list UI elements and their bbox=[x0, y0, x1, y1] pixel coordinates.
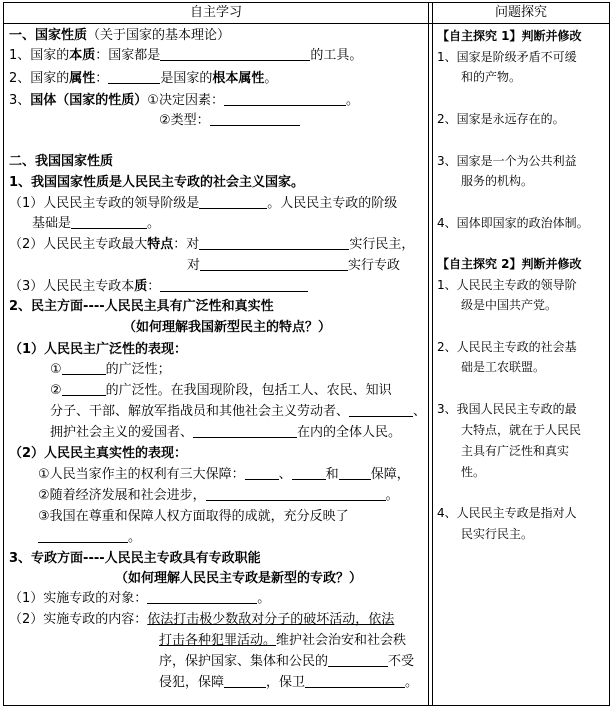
line-dictatorship-content-4: 侵犯，保障 ，保卫 。 bbox=[159, 675, 419, 690]
line-breadth-title: （1）人民民主广泛性的表现： bbox=[9, 342, 188, 357]
column-divider bbox=[428, 3, 429, 705]
answer-blank[interactable] bbox=[160, 47, 310, 61]
inquiry-2-title: 【自主探究 2】判断并修改 bbox=[437, 257, 582, 271]
line-biggest-feature: （2）人民民主专政最大特点：对 实行民主， bbox=[9, 237, 415, 252]
inquiry-2-item: 性。 bbox=[461, 465, 486, 479]
answer-blank[interactable] bbox=[193, 424, 297, 438]
header-inquiry: 问题探究 bbox=[494, 5, 547, 20]
line-dictatorship-content-3: 序，保护国家、集体和公民的 不受 bbox=[159, 654, 415, 669]
answer-blank[interactable] bbox=[210, 112, 300, 126]
inquiry-1-item: 2、国家是永远存在的。 bbox=[437, 112, 565, 126]
line-democracy-question: （如何理解我国新型民主的特点？） bbox=[123, 320, 332, 335]
inquiry-1-title: 【自主探究 1】判断并修改 bbox=[437, 29, 582, 43]
header-self-study: 自主学习 bbox=[189, 5, 242, 20]
line-attribute: 2、国家的属性： 是国家的根本属性。 bbox=[9, 71, 278, 86]
line-authenticity-1: ①人民当家作主的权利有三大保障： 、 和 保障， bbox=[38, 467, 410, 482]
line-essence-pdd: （3）人民民主专政本质： bbox=[9, 278, 308, 295]
answer-blank[interactable] bbox=[224, 92, 346, 106]
line-class-basis: 基础是 。 bbox=[32, 216, 161, 231]
answer-blank[interactable] bbox=[245, 466, 279, 480]
answer-blank[interactable] bbox=[292, 466, 326, 480]
inquiry-1-item: 3、国家是一个为公共利益 bbox=[437, 154, 577, 168]
line-authenticity-3: ③我国在尊重和保障人权方面取得的成就，充分反映了 bbox=[38, 509, 349, 524]
line-dictatorship-question: （如何理解人民民主专政是新型的专政？） bbox=[115, 571, 363, 586]
line-dictatorship-content: （2）实施专政的内容：依法打击极少数敌对分子的破坏活动，依法 bbox=[9, 612, 395, 627]
answer-blank[interactable] bbox=[349, 403, 413, 417]
answer-blank[interactable] bbox=[339, 466, 371, 480]
column-divider-inner bbox=[432, 3, 433, 705]
inquiry-1-item: 和的产物。 bbox=[461, 70, 522, 84]
answer-blank[interactable] bbox=[160, 278, 308, 292]
answer-blank[interactable] bbox=[328, 653, 388, 667]
inquiry-2-item: 主具有广泛性和真实 bbox=[461, 444, 570, 458]
line-national-nature: 1、我国国家性质是人民民主专政的社会主义国家。 bbox=[9, 175, 305, 190]
inquiry-2-item: 础是工农联盟。 bbox=[461, 360, 546, 374]
inquiry-2-item: 2、人民民主专政的社会基 bbox=[437, 340, 577, 354]
answer-blank[interactable] bbox=[108, 70, 160, 84]
inquiry-2-item: 级是中国共产党。 bbox=[461, 298, 558, 312]
line-types: ②类型： bbox=[159, 112, 300, 129]
answer-blank[interactable] bbox=[147, 590, 257, 604]
line-essence: 1、国家的本质：国家都是 的工具。 bbox=[9, 48, 363, 63]
line-breadth-1: ① 的广泛性； bbox=[50, 362, 171, 377]
section-2-title: 二、我国国家性质 bbox=[9, 154, 114, 169]
inquiry-2-item: 4、人民民主专政是指对人 bbox=[437, 506, 577, 520]
inquiry-2-item: 大特点，就在于人民民 bbox=[461, 423, 582, 437]
answer-blank[interactable] bbox=[38, 529, 128, 543]
answer-blank[interactable] bbox=[62, 382, 106, 396]
line-authenticity-4: 。 bbox=[38, 529, 141, 546]
section-1-title: 一、国家性质（关于国家的基本理论） bbox=[9, 28, 231, 43]
answer-blank[interactable] bbox=[305, 674, 405, 688]
answer-blank[interactable] bbox=[206, 487, 386, 501]
line-breadth-3: 分子、干部、解放军指战员和其他社会主义劳动者、 、 bbox=[50, 404, 427, 419]
study-sheet-table bbox=[3, 2, 610, 706]
inquiry-2-item: 3、我国人民民主专政的最 bbox=[437, 402, 577, 416]
header-divider bbox=[4, 23, 609, 24]
inquiry-2-item: 1、人民民主专政的领导阶 bbox=[437, 278, 577, 292]
line-state-system: 3、国体（国家的性质）①决定因素： 。 bbox=[9, 93, 359, 108]
answer-blank[interactable] bbox=[71, 215, 147, 229]
line-dictatorship-aspect: 3、专政方面----人民民主专政具有专政职能 bbox=[9, 551, 261, 566]
line-dictatorship-object: （1）实施专政的对象： 。 bbox=[9, 591, 271, 606]
line-leading-class: （1）人民民主专政的领导阶级是 。人民民主专政的阶级 bbox=[9, 196, 398, 211]
answer-blank[interactable] bbox=[62, 361, 106, 375]
line-democracy-aspect: 2、民主方面----人民民主具有广泛性和真实性 bbox=[9, 299, 274, 314]
answer-blank[interactable] bbox=[199, 195, 267, 209]
line-dictatorship-content-2: 打击各种犯罪活动。维护社会治安和社会秩 bbox=[159, 633, 407, 648]
line-dictatorship-target: 对 实行专政 bbox=[187, 258, 401, 273]
inquiry-1-item: 4、国体即国家的政治体制。 bbox=[437, 216, 589, 230]
line-authenticity-title: （2）人民民主真实性的表现： bbox=[9, 446, 188, 461]
line-breadth-4: 拥护社会主义的爱国者、 在内的全体人民。 bbox=[50, 425, 402, 440]
answer-blank[interactable] bbox=[199, 236, 349, 250]
line-authenticity-2: ②随着经济发展和社会进步， 。 bbox=[38, 488, 399, 503]
answer-blank[interactable] bbox=[200, 257, 348, 271]
line-breadth-2: ② 的广泛性。在我国现阶段，包括工人、农民、知识 bbox=[50, 383, 392, 398]
inquiry-1-item: 服务的机构。 bbox=[461, 174, 534, 188]
inquiry-2-item: 民实行民主。 bbox=[461, 527, 534, 541]
inquiry-1-item: 1、国家是阶级矛盾不可缓 bbox=[437, 50, 577, 64]
answer-blank[interactable] bbox=[224, 674, 266, 688]
